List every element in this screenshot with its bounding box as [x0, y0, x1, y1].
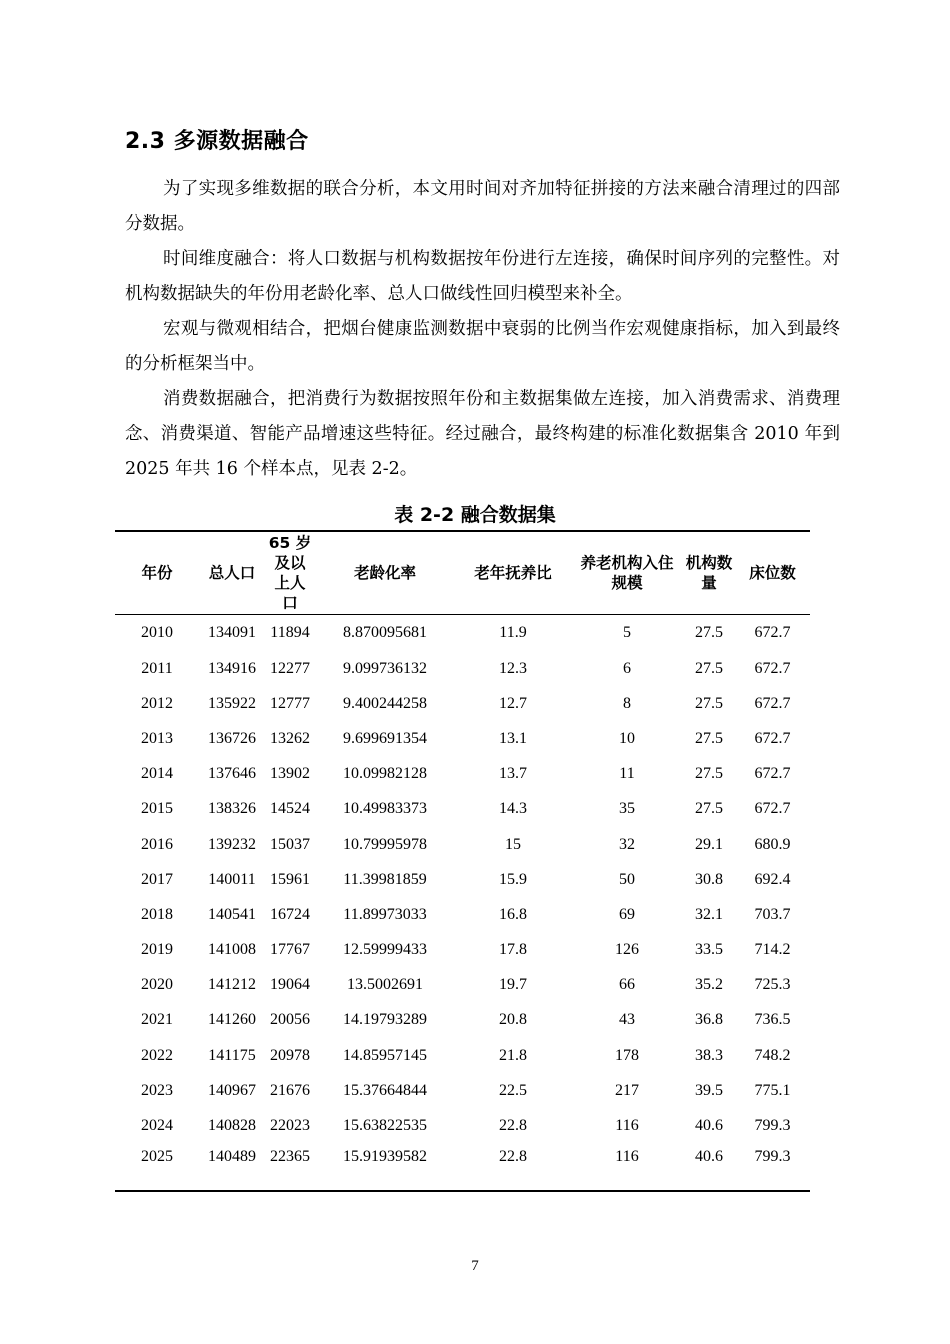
cell-aging-rate: 8.870095681: [343, 624, 427, 641]
cell-institution-count: 27.5: [695, 659, 723, 677]
cell-dependency-ratio: 15.9: [499, 870, 527, 888]
cell-dependency-ratio: 20.8: [499, 1011, 527, 1029]
paragraph-consumption-fusion: 消费数据融合，把消费行为数据按照年份和主数据集做左连接，加入消费需求、消费理念、消费渠道、智能产品增速这些特征。经过融合，最终构建的标准化数据集含 2010 年到 2025 年共 16 个样本点，见表 2-2。: [125, 389, 840, 479]
cell-bed-count: 672.7: [754, 765, 791, 783]
cell-population-65plus: 22023: [270, 1117, 310, 1135]
cell-institution-occupancy: 50: [619, 870, 635, 888]
cell-population-65plus: 11894: [270, 624, 310, 641]
cell-aging-rate: 10.49983373: [343, 800, 427, 818]
cell-total-population: 136726: [208, 729, 256, 747]
cell-institution-occupancy: 43: [619, 1011, 635, 1029]
table-row: [115, 897, 810, 932]
cell-institution-occupancy: 126: [615, 941, 639, 959]
header-bed-count: 床位数: [735, 531, 810, 615]
table-row: [115, 651, 810, 686]
cell-institution-count: 35.2: [695, 976, 723, 994]
cell-institution-count: 27.5: [695, 765, 723, 783]
cell-population-65plus: 13902: [270, 765, 310, 783]
cell-total-population: 141260: [208, 1011, 256, 1029]
header-total-population: 总人口: [199, 531, 265, 615]
cell-institution-occupancy: 116: [615, 1117, 639, 1135]
cell-dependency-ratio: 22.8: [499, 1117, 527, 1135]
cell-institution-count: 39.5: [695, 1081, 723, 1099]
table-row: [115, 827, 810, 862]
cell-institution-occupancy: 6: [623, 659, 631, 677]
table-row: [115, 1038, 810, 1073]
header-aging-rate: 老龄化率: [315, 531, 455, 615]
cell-population-65plus: 13262: [270, 729, 310, 747]
fused-dataset-table: [115, 530, 810, 1192]
cell-total-population: 141175: [208, 1046, 256, 1064]
cell-total-population: 134091: [208, 624, 256, 641]
cell-aging-rate: 12.59999433: [343, 941, 427, 959]
cell-aging-rate: 15.63822535: [343, 1117, 427, 1135]
cell-year: 2023: [141, 1081, 173, 1099]
table-header-row: [115, 531, 810, 615]
cell-aging-rate: 10.79995978: [343, 835, 427, 853]
cell-dependency-ratio: 13.7: [499, 765, 527, 783]
cell-institution-count: 32.1: [695, 905, 723, 923]
cell-bed-count: 692.4: [754, 870, 791, 888]
cell-total-population: 140011: [208, 870, 256, 888]
cell-institution-count: 40.6: [695, 1117, 723, 1135]
header-institution-count: 机构数量: [683, 531, 735, 615]
cell-year: 2018: [141, 905, 173, 923]
cell-dependency-ratio: 13.1: [499, 729, 527, 747]
cell-bed-count: 672.7: [754, 624, 791, 641]
cell-institution-count: 30.8: [695, 870, 723, 888]
cell-institution-count: 27.5: [695, 624, 723, 641]
cell-dependency-ratio: 15: [505, 835, 521, 853]
cell-year: 2022: [141, 1046, 173, 1064]
cell-institution-occupancy: 10: [619, 729, 635, 747]
cell-population-65plus: 16724: [270, 905, 310, 923]
cell-aging-rate: 14.85957145: [343, 1046, 427, 1064]
cell-institution-occupancy: 35: [619, 800, 635, 818]
paragraph-fusion-method: 为了实现多维数据的联合分析，本文用时间对齐加特征拼接的方法来融合清理过的四部分数据。: [125, 179, 840, 234]
cell-bed-count: 680.9: [754, 835, 791, 853]
cell-dependency-ratio: 21.8: [499, 1046, 527, 1064]
cell-institution-count: 40.6: [695, 1147, 723, 1165]
cell-bed-count: 672.7: [754, 659, 791, 677]
cell-year: 2010: [141, 624, 173, 641]
cell-bed-count: 775.1: [754, 1081, 791, 1099]
cell-aging-rate: 9.400244258: [343, 694, 427, 712]
cell-dependency-ratio: 11.9: [499, 624, 527, 641]
cell-population-65plus: 20978: [270, 1046, 310, 1064]
cell-population-65plus: 22365: [270, 1147, 310, 1165]
cell-aging-rate: 15.37664844: [343, 1081, 427, 1099]
cell-institution-occupancy: 116: [615, 1147, 639, 1165]
cell-population-65plus: 21676: [270, 1081, 310, 1099]
table-row: [115, 615, 810, 652]
cell-dependency-ratio: 12.3: [499, 659, 527, 677]
cell-dependency-ratio: 14.3: [499, 800, 527, 818]
cell-dependency-ratio: 17.8: [499, 941, 527, 959]
cell-year: 2011: [141, 659, 173, 677]
table-row: [115, 1144, 810, 1191]
cell-institution-occupancy: 11: [619, 765, 635, 783]
table-row: [115, 862, 810, 897]
cell-bed-count: 799.3: [754, 1117, 791, 1135]
table-row: [115, 792, 810, 827]
cell-bed-count: 748.2: [754, 1046, 791, 1064]
cell-dependency-ratio: 19.7: [499, 976, 527, 994]
cell-institution-occupancy: 5: [623, 624, 631, 641]
cell-institution-occupancy: 178: [615, 1046, 639, 1064]
cell-aging-rate: 15.91939582: [343, 1147, 427, 1165]
cell-year: 2017: [141, 870, 173, 888]
section-heading: 2.3 多源数据融合: [125, 129, 309, 154]
table-row: [115, 757, 810, 792]
cell-bed-count: 714.2: [754, 941, 791, 959]
cell-total-population: 134916: [208, 659, 256, 677]
cell-population-65plus: 17767: [270, 941, 310, 959]
cell-year: 2024: [141, 1117, 173, 1135]
table-row: [115, 1003, 810, 1038]
cell-population-65plus: 15961: [270, 870, 310, 888]
cell-year: 2025: [141, 1147, 173, 1165]
cell-bed-count: 672.7: [754, 729, 791, 747]
cell-year: 2019: [141, 941, 173, 959]
cell-year: 2013: [141, 729, 173, 747]
cell-institution-count: 38.3: [695, 1046, 723, 1064]
table-caption: 表 2-2 融合数据集: [394, 504, 556, 526]
cell-total-population: 141008: [208, 941, 256, 959]
cell-year: 2016: [141, 835, 173, 853]
table-row: [115, 933, 810, 968]
page-number: 7: [471, 1258, 479, 1274]
header-dependency-ratio: 老年抚养比: [455, 531, 571, 615]
cell-institution-count: 29.1: [695, 835, 723, 853]
cell-population-65plus: 12777: [270, 694, 310, 712]
cell-total-population: 140828: [208, 1117, 256, 1135]
cell-dependency-ratio: 16.8: [499, 905, 527, 923]
cell-dependency-ratio: 22.5: [499, 1081, 527, 1099]
cell-institution-occupancy: 69: [619, 905, 635, 923]
cell-institution-count: 36.8: [695, 1011, 723, 1029]
header-year: 年份: [115, 531, 199, 615]
paragraph-macro-micro: 宏观与微观相结合，把烟台健康监测数据中衰弱的比例当作宏观健康指标，加入到最终的分析框架当中。: [125, 319, 840, 374]
table-row: [115, 1108, 810, 1143]
cell-bed-count: 703.7: [754, 905, 791, 923]
cell-institution-count: 27.5: [695, 694, 723, 712]
table-row: [115, 968, 810, 1003]
cell-institution-count: 27.5: [695, 729, 723, 747]
cell-total-population: 139232: [208, 835, 256, 853]
header-institution-occupancy: 养老机构入住规模: [571, 531, 683, 615]
cell-aging-rate: 9.699691354: [343, 729, 427, 747]
cell-population-65plus: 14524: [270, 800, 310, 818]
cell-total-population: 140967: [208, 1081, 256, 1099]
cell-total-population: 137646: [208, 765, 256, 783]
cell-total-population: 140489: [208, 1147, 256, 1165]
cell-year: 2015: [141, 800, 173, 818]
cell-aging-rate: 13.5002691: [347, 976, 423, 994]
cell-bed-count: 672.7: [754, 800, 791, 818]
cell-bed-count: 672.7: [754, 694, 791, 712]
cell-dependency-ratio: 22.8: [499, 1147, 527, 1165]
cell-total-population: 138326: [208, 800, 256, 818]
cell-total-population: 140541: [208, 905, 256, 923]
cell-bed-count: 799.3: [754, 1147, 791, 1165]
cell-institution-count: 33.5: [695, 941, 723, 959]
table-row: [115, 686, 810, 721]
cell-population-65plus: 12277: [270, 659, 310, 677]
paragraph-time-fusion: 时间维度融合：将人口数据与机构数据按年份进行左连接，确保时间序列的完整性。对机构数据缺失的年份用老龄化率、总人口做线性回归模型来补全。: [125, 249, 840, 304]
cell-aging-rate: 14.19793289: [343, 1011, 427, 1029]
cell-total-population: 135922: [208, 694, 256, 712]
cell-year: 2012: [141, 694, 173, 712]
cell-institution-occupancy: 8: [623, 694, 631, 712]
cell-aging-rate: 11.39981859: [343, 870, 427, 888]
cell-year: 2020: [141, 976, 173, 994]
cell-aging-rate: 9.099736132: [343, 659, 427, 677]
cell-institution-occupancy: 66: [619, 976, 635, 994]
cell-institution-occupancy: 217: [615, 1081, 639, 1099]
table-row: [115, 1073, 810, 1108]
cell-aging-rate: 11.89973033: [343, 905, 427, 923]
header-population-65plus: 65 岁及以上人口: [265, 531, 315, 615]
cell-year: 2021: [141, 1011, 173, 1029]
cell-dependency-ratio: 12.7: [499, 694, 527, 712]
cell-bed-count: 725.3: [754, 976, 791, 994]
cell-institution-count: 27.5: [695, 800, 723, 818]
cell-population-65plus: 19064: [270, 976, 310, 994]
cell-total-population: 141212: [208, 976, 256, 994]
cell-aging-rate: 10.09982128: [343, 765, 427, 783]
cell-population-65plus: 20056: [270, 1011, 310, 1029]
table-body: [115, 615, 810, 1191]
cell-bed-count: 736.5: [754, 1011, 791, 1029]
cell-population-65plus: 15037: [270, 835, 310, 853]
table-row: [115, 721, 810, 756]
cell-institution-occupancy: 32: [619, 835, 635, 853]
cell-year: 2014: [141, 765, 173, 783]
